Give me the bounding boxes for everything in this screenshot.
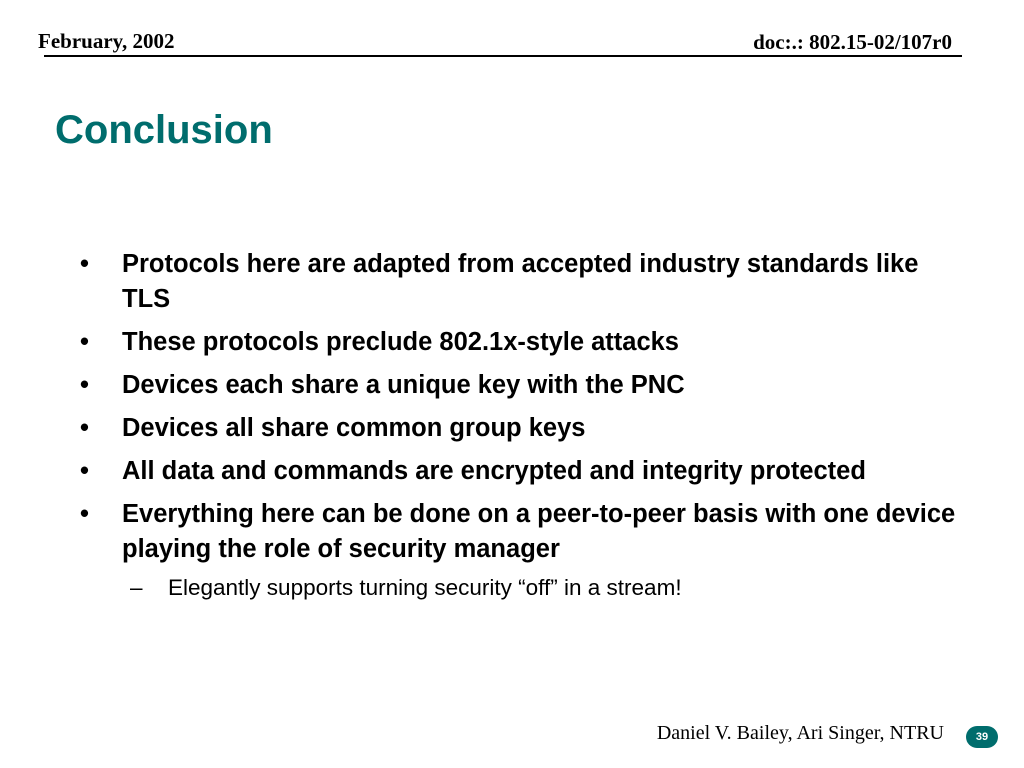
bullet-text: Everything here can be done on a peer-to-peer basis with one device playing the role of security manager [122, 500, 956, 563]
bullet-list [80, 247, 960, 611]
bullet-text: Devices all share common group keys [122, 414, 586, 442]
bullet-text: Devices each share a unique key with the PNC [122, 371, 685, 399]
bullet-text: Protocols here are adapted from accepted industry standards like TLS [122, 250, 919, 313]
sub-bullet-list [122, 573, 960, 603]
sub-bullet-text: Elegantly supports turning security “off” in a stream! [168, 575, 682, 600]
footer-authors: Daniel V. Bailey, Ari Singer, NTRU [656, 722, 944, 744]
bullet-marker: • [80, 500, 89, 528]
page-number-badge: 39 [966, 726, 998, 748]
bullet-text: All data and commands are encrypted and integrity protected [122, 457, 866, 485]
bullet-item [80, 497, 960, 603]
bullet-marker: • [80, 250, 89, 278]
bullet-marker: • [80, 457, 89, 485]
sub-bullet-marker: – [130, 575, 143, 600]
header-date: February, 2002 [38, 29, 175, 53]
header-divider [44, 55, 962, 57]
bullet-marker: • [80, 328, 89, 356]
bullet-item [80, 368, 960, 403]
bullet-item [80, 411, 960, 446]
bullet-item [80, 325, 960, 360]
bullet-item [80, 454, 960, 489]
bullet-item [80, 247, 960, 317]
bullet-text: These protocols preclude 802.1x-style attacks [122, 328, 679, 356]
bullet-marker: • [80, 414, 89, 442]
bullet-marker: • [80, 371, 89, 399]
slide-title: Conclusion [55, 108, 273, 152]
sub-bullet-item [122, 573, 960, 603]
header-doc-id: doc:.: 802.15-02/107r0 [753, 30, 952, 54]
